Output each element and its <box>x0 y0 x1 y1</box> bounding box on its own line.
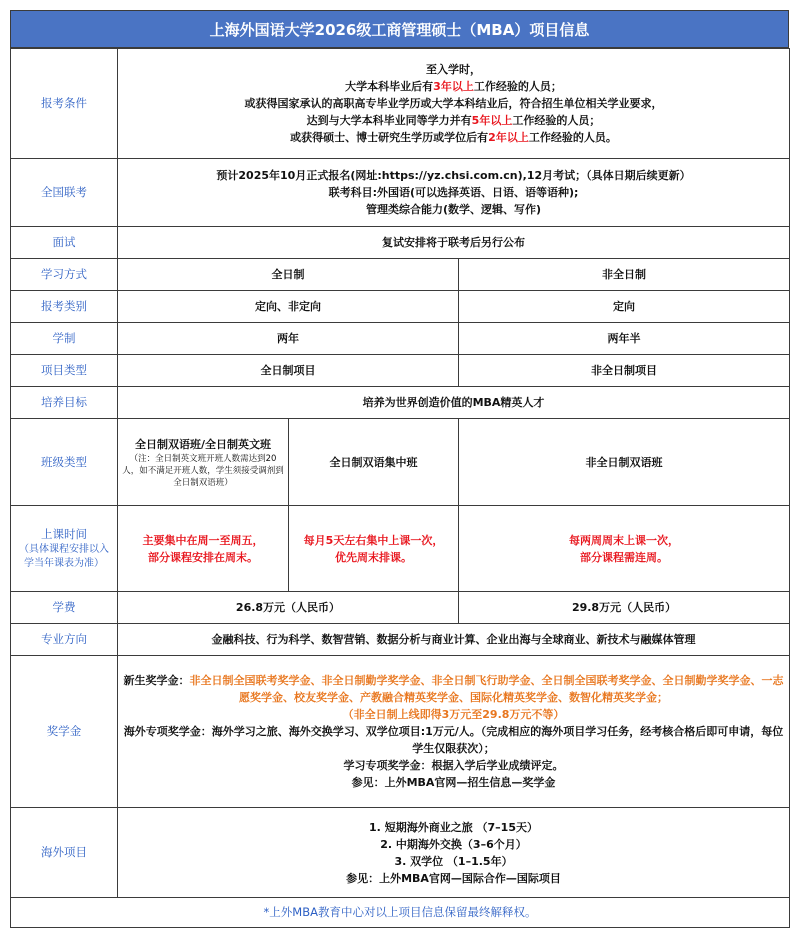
row-project-type <box>11 355 790 387</box>
label-schedule-main: 上课时间 <box>41 527 87 541</box>
row-requirements <box>11 49 790 159</box>
label-majors: 专业方向 <box>11 624 118 656</box>
schedule-3: 每两周周末上课一次， 部分课程需连周。 <box>459 506 790 592</box>
class-type-1 <box>118 419 289 506</box>
page-title: 上海外国语大学2026级工商管理硕士（MBA）项目信息 <box>10 10 789 48</box>
scholarship-new-note: （非全日制上线即得3万元至29.8万元不等） <box>342 708 565 721</box>
duration-part: 两年半 <box>459 323 790 355</box>
label-schedule-sub: （具体课程安排以入学当年课表为准） <box>19 544 109 569</box>
label-study-mode: 学习方式 <box>11 259 118 291</box>
overseas-text <box>118 808 790 898</box>
row-tuition <box>11 592 790 624</box>
label-category: 报考类别 <box>11 291 118 323</box>
row-study-mode <box>11 259 790 291</box>
label-exam: 全国联考 <box>11 159 118 227</box>
req-line-1: 至入学时， <box>426 63 481 76</box>
req-line-5: 或获得硕士、博士研究生学历或学位后有2年以上工作经验的人员。 <box>290 131 617 144</box>
exam-line-2: 联考科目:外国语(可以选择英语、日语、语等语种); <box>328 186 579 199</box>
label-requirements: 报考条件 <box>11 49 118 159</box>
overseas-item-3: 3. 双学位 （1–1.5年） <box>394 854 513 868</box>
label-scholarship: 奖学金 <box>11 656 118 808</box>
row-duration <box>11 323 790 355</box>
schedule-1: 主要集中在周一至周五， 部分课程安排在周末。 <box>118 506 289 592</box>
schedule-2: 每月5天左右集中上课一次， 优先周末排课。 <box>289 506 459 592</box>
scholarship-new: 新生奖学金：非全日制全国联考奖学金、非全日制勤学奖学金、非全日制飞行助学金、全日制全国联考奖学金、全日制勤学奖学金、一志愿奖学金、校友奖学金、产教融合精英奖学金、国际化精英奖学金、数智化精英奖学金； <box>123 674 784 704</box>
duration-full: 两年 <box>118 323 459 355</box>
scholarship-study: 学习专项奖学金：根据入学后学业成绩评定。 <box>343 759 564 772</box>
label-duration: 学制 <box>11 323 118 355</box>
project-type-full: 全日制项目 <box>118 355 459 387</box>
row-category <box>11 291 790 323</box>
scholarship-overseas: 海外专项奖学金：海外学习之旅、海外交换学习、双学位项目:1万元/人。（完成相应的海外项目学习任务，经考核合格后即可申请，每位学生仅限获次）； <box>123 725 784 755</box>
study-mode-full: 全日制 <box>118 259 459 291</box>
goal-value: 培养为世界创造价值的MBA精英人才 <box>118 387 790 419</box>
class-type-2: 全日制双语集中班 <box>289 419 459 506</box>
req-line-4: 达到与大学本科毕业同等学力并有5年以上工作经验的人员； <box>306 114 601 127</box>
row-majors <box>11 624 790 656</box>
exam-line-3: 管理类综合能力(数学、逻辑、写作) <box>365 203 542 216</box>
mba-info-sheet <box>10 10 789 928</box>
category-part: 定向 <box>459 291 790 323</box>
tuition-part: 29.8万元（人民币） <box>459 592 790 624</box>
class-type-1-note: （注：全日制英文班开班人数需达到20人，如不满足开班人数，学生须接受调剂到全日制双语班） <box>122 453 284 488</box>
row-schedule <box>11 506 790 592</box>
label-overseas: 海外项目 <box>11 808 118 898</box>
overseas-item-1: 1. 短期海外商业之旅 （7–15天） <box>369 820 538 834</box>
class-type-1-title: 全日制双语班/全日制英文班 <box>134 437 272 451</box>
row-class-type <box>11 419 790 506</box>
label-schedule <box>11 506 118 592</box>
interview-value: 复试安排将于联考后另行公布 <box>118 227 790 259</box>
scholarship-ref: 参见：上外MBA官网—招生信息—奖学金 <box>351 776 556 789</box>
overseas-item-2: 2. 中期海外交换（3–6个月） <box>380 837 527 851</box>
row-scholarship <box>11 656 790 808</box>
class-type-3: 非全日制双语班 <box>459 419 790 506</box>
project-type-part: 非全日制项目 <box>459 355 790 387</box>
exam-line-1: 预计2025年10月正式报名(网址:https://yz.chsi.com.cn),12月考试；（具体日期后续更新） <box>216 169 691 182</box>
requirements-text <box>118 49 790 159</box>
row-interview <box>11 227 790 259</box>
req-line-3: 或获得国家承认的高职高专毕业学历或大学本科结业后，符合招生单位相关学业要求， <box>244 97 663 110</box>
req-line-2: 大学本科毕业后有3年以上工作经验的人员； <box>345 80 562 93</box>
study-mode-part: 非全日制 <box>459 259 790 291</box>
label-interview: 面试 <box>11 227 118 259</box>
info-table <box>10 48 790 928</box>
majors-value: 金融科技、行为科学、数智营销、数据分析与商业计算、企业出海与全球商业、新技术与融媒体管理 <box>118 624 790 656</box>
row-overseas <box>11 808 790 898</box>
row-exam <box>11 159 790 227</box>
label-class-type: 班级类型 <box>11 419 118 506</box>
tuition-full: 26.8万元（人民币） <box>118 592 459 624</box>
exam-text <box>118 159 790 227</box>
footer-note: *上外MBA教育中心对以上项目信息保留最终解释权。 <box>11 898 790 928</box>
scholarship-text <box>118 656 790 808</box>
overseas-ref: 参见：上外MBA官网—国际合作—国际项目 <box>346 871 561 885</box>
row-footer <box>11 898 790 928</box>
label-project-type: 项目类型 <box>11 355 118 387</box>
row-goal <box>11 387 790 419</box>
category-full: 定向、非定向 <box>118 291 459 323</box>
label-goal: 培养目标 <box>11 387 118 419</box>
label-tuition: 学费 <box>11 592 118 624</box>
